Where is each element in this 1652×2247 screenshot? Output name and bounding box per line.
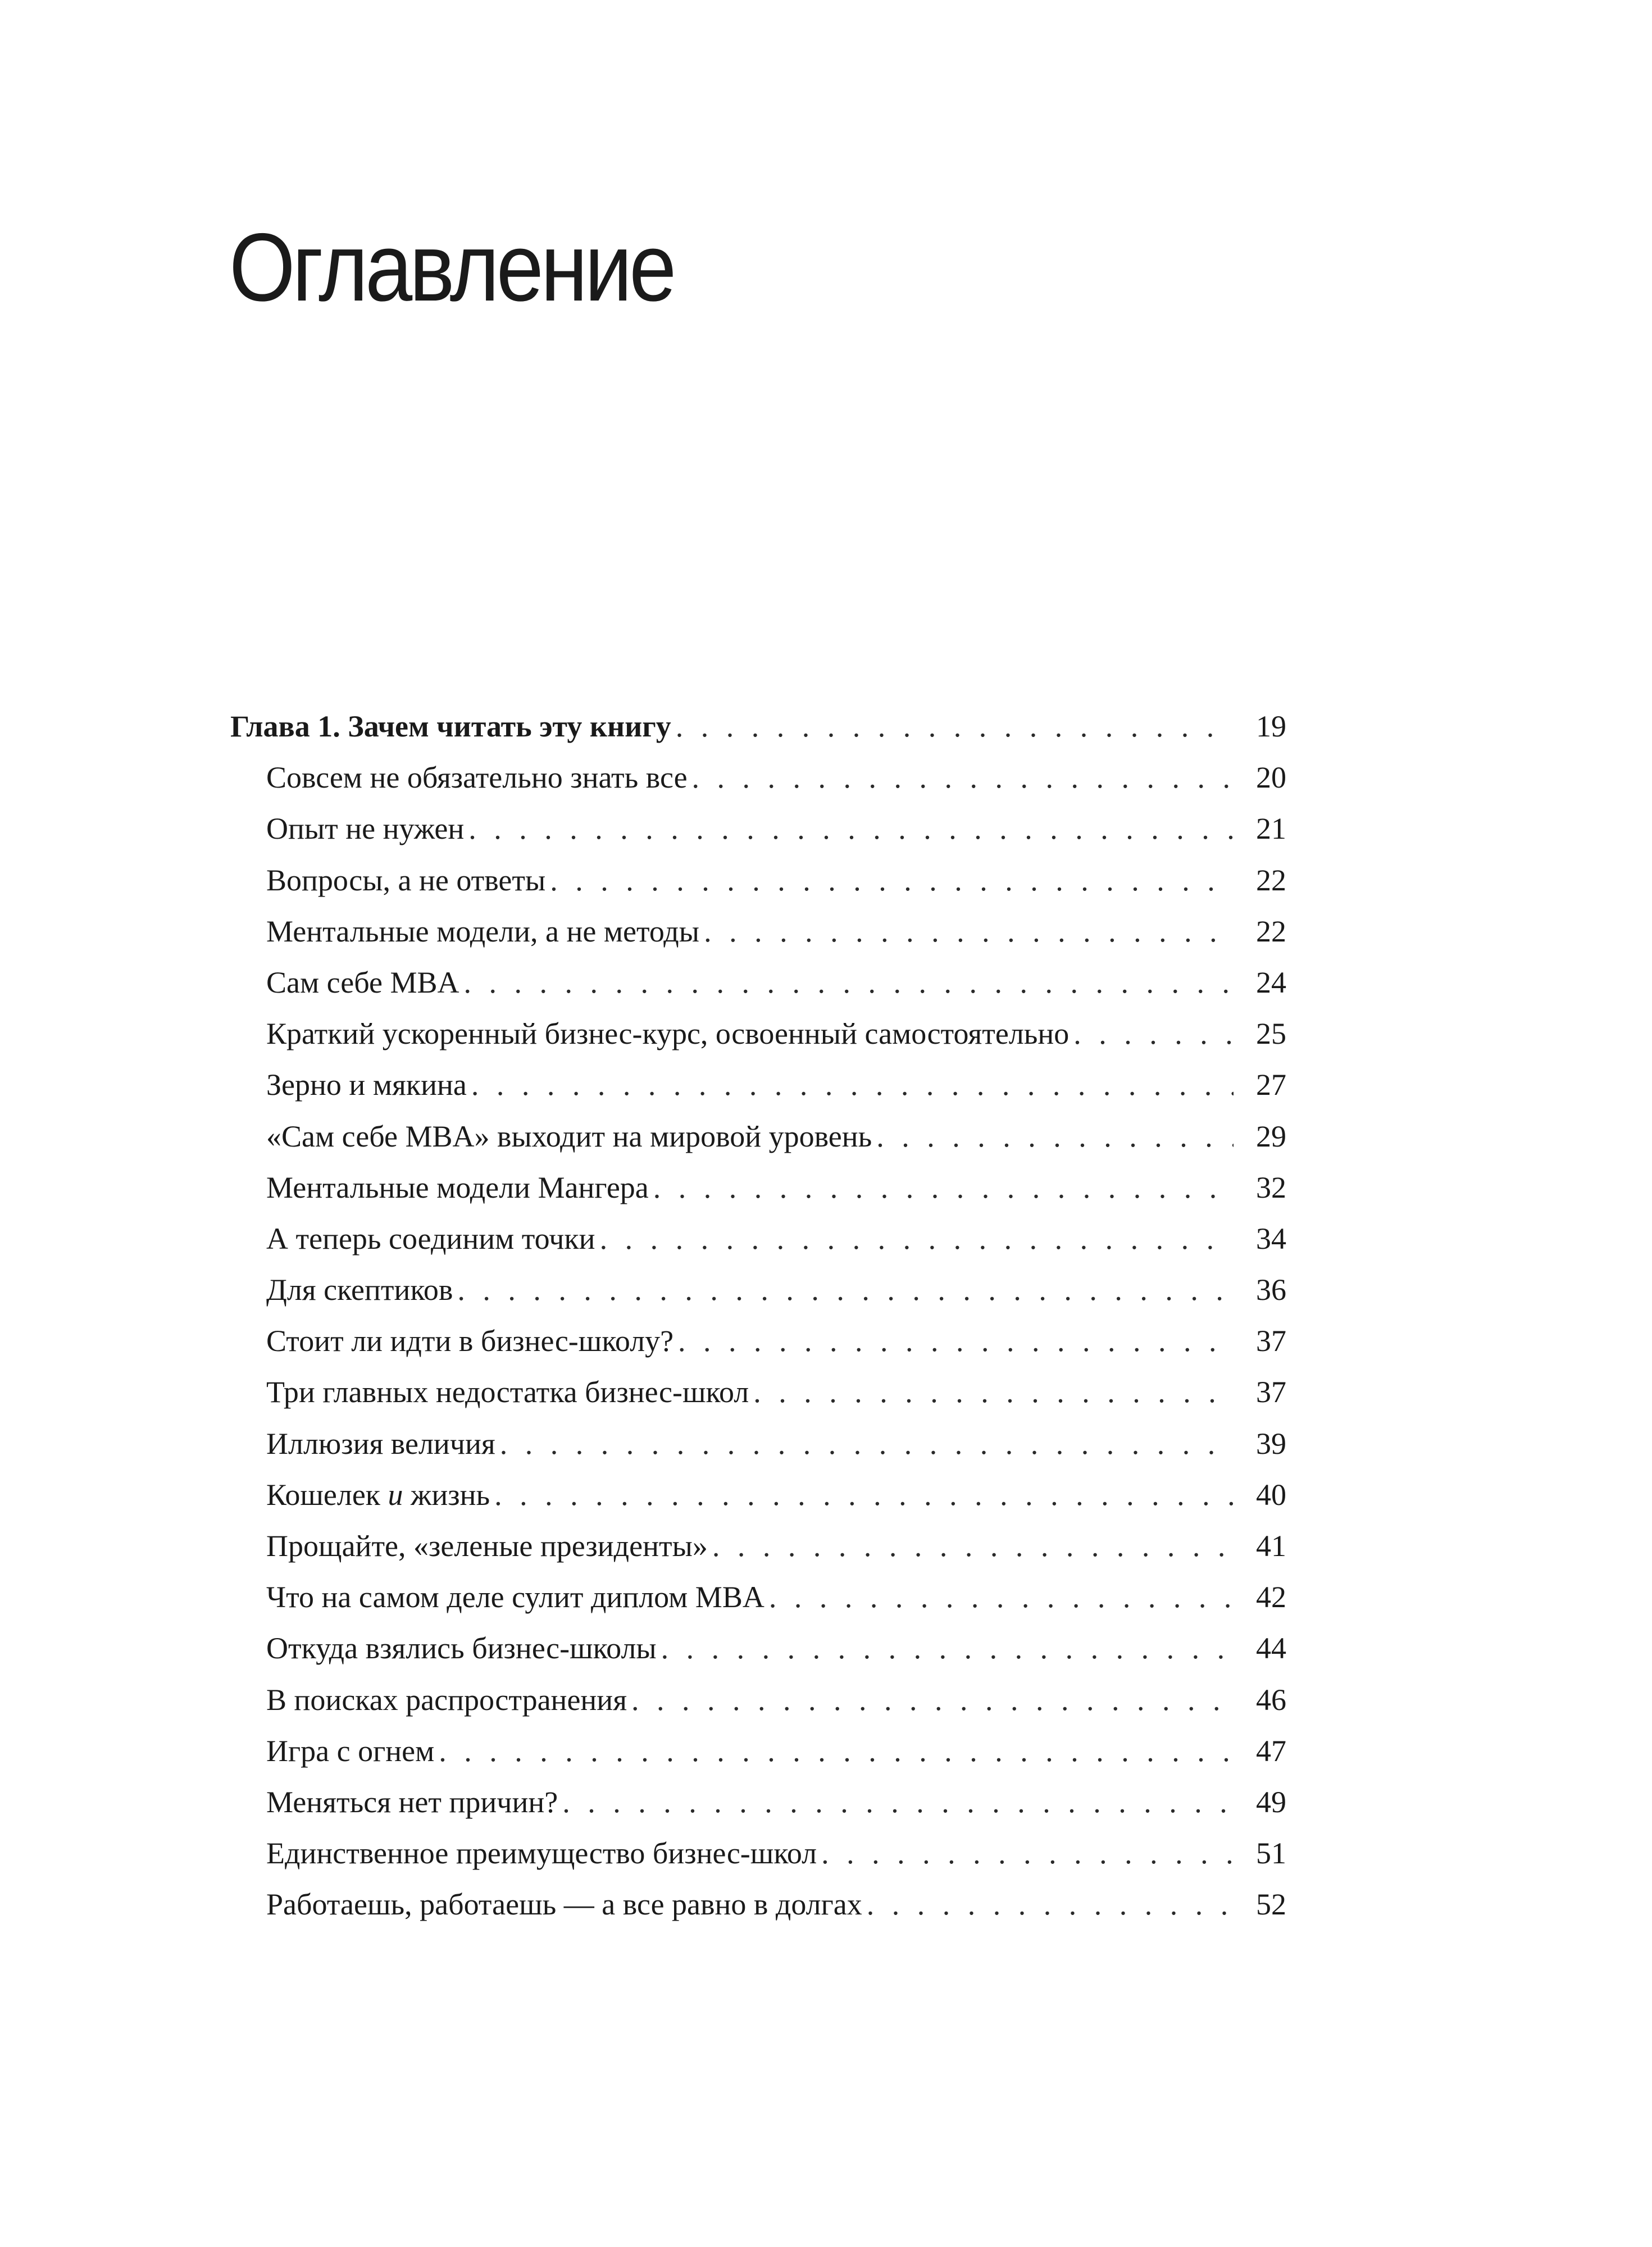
toc-item[interactable] bbox=[230, 855, 1286, 906]
dot-leader bbox=[550, 855, 1234, 906]
toc-item[interactable] bbox=[230, 1162, 1286, 1213]
toc-page-number: 24 bbox=[1256, 965, 1286, 999]
toc-page-number: 41 bbox=[1256, 1529, 1286, 1563]
table-of-contents bbox=[230, 701, 1286, 1931]
toc-item[interactable] bbox=[230, 803, 1286, 854]
dot-leader bbox=[464, 957, 1234, 1008]
dot-leader bbox=[704, 906, 1234, 957]
toc-page-number: 52 bbox=[1256, 1887, 1286, 1922]
toc-page-number: 32 bbox=[1256, 1170, 1286, 1204]
dot-leader bbox=[769, 1572, 1234, 1623]
toc-entry-label: Глава 1. Зачем читать эту книгу bbox=[230, 709, 671, 743]
toc-chapter-1[interactable] bbox=[230, 701, 1286, 752]
toc-page-number: 42 bbox=[1256, 1580, 1286, 1614]
dot-leader bbox=[753, 1367, 1234, 1418]
toc-entry-label: Ментальные модели, а не методы bbox=[266, 914, 700, 948]
toc-item[interactable] bbox=[230, 1521, 1286, 1572]
toc-entry-label: А теперь соединим точки bbox=[266, 1221, 595, 1256]
toc-item[interactable] bbox=[230, 1316, 1286, 1367]
toc-page-number: 20 bbox=[1256, 761, 1286, 795]
toc-item[interactable] bbox=[230, 1213, 1286, 1264]
toc-entry-label: Стоит ли идти в бизнес-школу? bbox=[266, 1324, 674, 1358]
dot-leader bbox=[494, 1470, 1234, 1521]
toc-item[interactable] bbox=[230, 1879, 1286, 1930]
toc-page-number: 29 bbox=[1256, 1119, 1286, 1153]
toc-page-number: 44 bbox=[1256, 1631, 1286, 1666]
dot-leader bbox=[692, 752, 1234, 803]
toc-item[interactable] bbox=[230, 1418, 1286, 1470]
dot-leader bbox=[867, 1879, 1234, 1930]
toc-item[interactable] bbox=[230, 1264, 1286, 1316]
dot-leader bbox=[678, 1316, 1234, 1367]
toc-item[interactable] bbox=[230, 1828, 1286, 1879]
toc-item[interactable] bbox=[230, 1367, 1286, 1418]
dot-leader bbox=[562, 1777, 1234, 1828]
toc-entry-label: «Сам себе MBA» выходит на мировой уровень bbox=[266, 1119, 872, 1153]
dot-leader bbox=[457, 1264, 1234, 1316]
toc-page-number: 22 bbox=[1256, 914, 1286, 948]
toc-page-number: 37 bbox=[1256, 1324, 1286, 1358]
toc-page-number: 49 bbox=[1256, 1785, 1286, 1819]
toc-page-number: 19 bbox=[1256, 709, 1286, 743]
dot-leader bbox=[712, 1521, 1234, 1572]
toc-item[interactable] bbox=[230, 1059, 1286, 1111]
dot-leader bbox=[653, 1162, 1234, 1213]
toc-page-number: 22 bbox=[1256, 863, 1286, 897]
toc-item[interactable] bbox=[230, 1111, 1286, 1162]
toc-entry-label: Три главных недостатка бизнес-школ bbox=[266, 1375, 749, 1409]
toc-entry-label: Единственное преимущество бизнес-школ bbox=[266, 1836, 817, 1871]
toc-page-number: 40 bbox=[1256, 1477, 1286, 1512]
dot-leader bbox=[876, 1111, 1234, 1162]
dot-leader bbox=[1073, 1008, 1234, 1059]
toc-entry-label: Сам себе MBA bbox=[266, 965, 459, 999]
dot-leader bbox=[676, 701, 1234, 752]
toc-item[interactable] bbox=[230, 1726, 1286, 1777]
toc-entry-label: Зерно и мякина bbox=[266, 1068, 467, 1102]
toc-item[interactable] bbox=[230, 752, 1286, 803]
toc-entry-label: Для скептиков bbox=[266, 1273, 453, 1307]
toc-page-number: 36 bbox=[1256, 1273, 1286, 1307]
toc-item[interactable] bbox=[230, 1777, 1286, 1828]
toc-item[interactable] bbox=[230, 1623, 1286, 1674]
toc-page-number: 46 bbox=[1256, 1682, 1286, 1717]
toc-item[interactable] bbox=[230, 1675, 1286, 1726]
dot-leader bbox=[439, 1726, 1234, 1777]
toc-entry-label: Иллюзия величия bbox=[266, 1426, 495, 1461]
toc-page-number: 39 bbox=[1256, 1426, 1286, 1461]
dot-leader bbox=[500, 1418, 1234, 1470]
toc-entry-label: В поисках распространения bbox=[266, 1682, 627, 1717]
toc-entry-label: Откуда взялись бизнес-школы bbox=[266, 1631, 657, 1666]
dot-leader bbox=[821, 1828, 1234, 1879]
toc-page-number: 21 bbox=[1256, 812, 1286, 846]
toc-item[interactable] bbox=[230, 906, 1286, 957]
dot-leader bbox=[471, 1059, 1234, 1111]
dot-leader bbox=[600, 1213, 1234, 1264]
toc-entry-label: Краткий ускоренный бизнес-курс, освоенный самостоятельно bbox=[266, 1017, 1070, 1051]
page-title: Оглавление bbox=[229, 213, 674, 321]
toc-entry-label: Меняться нет причин? bbox=[266, 1785, 558, 1819]
toc-entry-label: Совсем не обязательно знать все bbox=[266, 761, 688, 795]
toc-page-number: 34 bbox=[1256, 1221, 1286, 1256]
toc-entry-label: Вопросы, а не ответы bbox=[266, 863, 546, 897]
dot-leader bbox=[661, 1623, 1234, 1674]
toc-entry-label: Работаешь, работаешь — а все равно в долгах bbox=[266, 1887, 862, 1922]
dot-leader bbox=[631, 1675, 1234, 1726]
toc-entry-label: Опыт не нужен bbox=[266, 812, 465, 846]
toc-item[interactable] bbox=[230, 1008, 1286, 1059]
toc-page-number: 37 bbox=[1256, 1375, 1286, 1409]
toc-item[interactable] bbox=[230, 957, 1286, 1008]
toc-entry-label: Ментальные модели Мангера bbox=[266, 1170, 649, 1204]
toc-entry-label: Игра с огнем bbox=[266, 1734, 435, 1768]
toc-entry-label: Прощайте, «зеленые президенты» bbox=[266, 1529, 708, 1563]
toc-page-number: 47 bbox=[1256, 1734, 1286, 1768]
toc-item[interactable] bbox=[230, 1470, 1286, 1521]
toc-entry-label: Что на самом деле сулит диплом MBA bbox=[266, 1580, 764, 1614]
toc-item[interactable] bbox=[230, 1572, 1286, 1623]
toc-entry-label: Кошелек и жизнь bbox=[266, 1477, 490, 1512]
toc-page-number: 27 bbox=[1256, 1068, 1286, 1102]
toc-page-number: 51 bbox=[1256, 1836, 1286, 1871]
dot-leader bbox=[468, 803, 1234, 854]
toc-page-number: 25 bbox=[1256, 1017, 1286, 1051]
